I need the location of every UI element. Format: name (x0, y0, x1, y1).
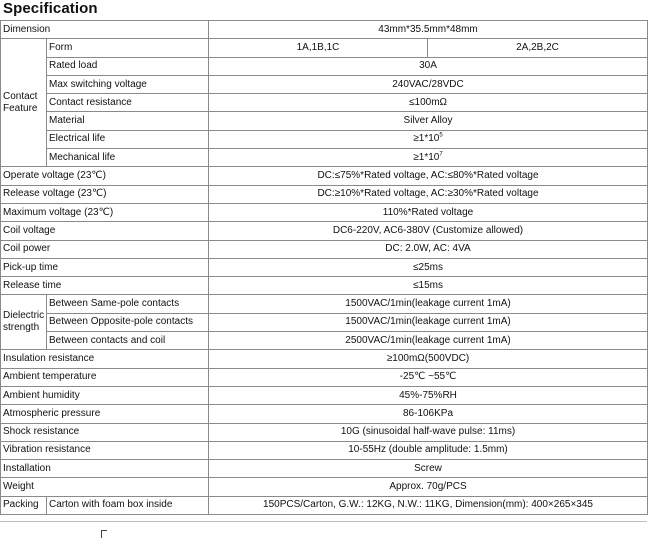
label-contacts-coil: Between contacts and coil (47, 332, 209, 350)
page-divider (0, 521, 647, 522)
group-label-line: Dielectric (3, 310, 45, 322)
table-row (1, 130, 648, 148)
value-weight: Approx. 70g/PCS (209, 478, 648, 496)
table-row (1, 423, 648, 441)
table-row (1, 75, 648, 93)
table-row (1, 368, 648, 386)
value-shock-resistance: 10G (sinusoidal half-wave pulse: 11ms) (209, 423, 648, 441)
label-opposite-pole: Between Opposite-pole contacts (47, 313, 209, 331)
group-contact-feature (1, 39, 47, 167)
value-base: ≥1*10 (413, 151, 440, 163)
table-row (1, 149, 648, 167)
value-operate-voltage: DC:≤75%*Rated voltage, AC:≤80%*Rated voltage (209, 167, 648, 185)
value-rated-load: 30A (209, 57, 648, 75)
label-operate-voltage: Operate voltage (23℃) (1, 167, 209, 185)
label-coil-voltage: Coil voltage (1, 222, 209, 240)
label-dimension: Dimension (1, 21, 209, 39)
group-dielectric-strength (1, 295, 47, 350)
table-row (1, 496, 648, 514)
value-coil-power: DC: 2.0W, AC: 4VA (209, 240, 648, 258)
label-release-time: Release time (1, 277, 209, 295)
label-ambient-humidity: Ambient humidity (1, 386, 209, 404)
label-mechanical-life: Mechanical life (47, 149, 209, 167)
value-form-2: 2A,2B,2C (428, 39, 648, 57)
table-row (1, 313, 648, 331)
table-row (1, 39, 648, 57)
label-form: Form (47, 39, 209, 57)
table-row (1, 203, 648, 221)
value-opposite-pole: 1500VAC/1min(leakage current 1mA) (209, 313, 648, 331)
group-label-line: Feature (3, 102, 38, 114)
label-weight: Weight (1, 478, 209, 496)
value-same-pole: 1500VAC/1min(leakage current 1mA) (209, 295, 648, 313)
value-vibration-resistance: 10-55Hz (double amplitude: 1.5mm) (209, 441, 648, 459)
table-row (1, 386, 648, 404)
table-row (1, 185, 648, 203)
value-dimension: 43mm*35.5mm*48mm (209, 21, 648, 39)
table-row (1, 478, 648, 496)
label-atmospheric-pressure: Atmospheric pressure (1, 405, 209, 423)
table-row (1, 222, 648, 240)
label-same-pole: Between Same-pole contacts (47, 295, 209, 313)
label-rated-load: Rated load (47, 57, 209, 75)
value-release-time: ≤15ms (209, 277, 648, 295)
value-ambient-temperature: -25℃ ~55℃ (209, 368, 648, 386)
table-row (1, 277, 648, 295)
value-packing: 150PCS/Carton, G.W.: 12KG, N.W.: 11KG, Dimension(mm): 400×265×345 (209, 496, 648, 514)
table-row (1, 350, 648, 368)
table-row (1, 57, 648, 75)
group-label-line: strength (3, 322, 40, 334)
label-electrical-life: Electrical life (47, 130, 209, 148)
value-pick-up-time: ≤25ms (209, 258, 648, 276)
specification-table (0, 20, 648, 515)
label-ambient-temperature: Ambient temperature (1, 368, 209, 386)
value-exponent: 7 (439, 151, 443, 158)
page-title: Specification (3, 0, 98, 17)
table-row (1, 21, 648, 39)
label-pick-up-time: Pick-up time (1, 258, 209, 276)
table-row (1, 240, 648, 258)
value-material: Silver Alloy (209, 112, 648, 130)
label-release-voltage: Release voltage (23℃) (1, 185, 209, 203)
label-max-switching-voltage: Max switching voltage (47, 75, 209, 93)
label-vibration-resistance: Vibration resistance (1, 441, 209, 459)
value-form-1: 1A,1B,1C (209, 39, 428, 57)
label-shock-resistance: Shock resistance (1, 423, 209, 441)
label-installation: Installation (1, 460, 209, 478)
label-insulation-resistance: Insulation resistance (1, 350, 209, 368)
value-electrical-life (209, 130, 648, 148)
table-row (1, 167, 648, 185)
value-atmospheric-pressure: 86-106KPa (209, 405, 648, 423)
table-row (1, 295, 648, 313)
value-base: ≥1*10 (413, 133, 440, 145)
label-contact-resistance: Contact resistance (47, 94, 209, 112)
value-contact-resistance: ≤100mΩ (209, 94, 648, 112)
value-exponent: 5 (439, 133, 443, 140)
table-row (1, 460, 648, 478)
table-row (1, 441, 648, 459)
value-max-switching-voltage: 240VAC/28VDC (209, 75, 648, 93)
label-maximum-voltage: Maximum voltage (23℃) (1, 203, 209, 221)
value-insulation-resistance: ≥100mΩ(500VDC) (209, 350, 648, 368)
value-installation: Screw (209, 460, 648, 478)
label-coil-power: Coil power (1, 240, 209, 258)
value-coil-voltage: DC6-220V, AC6-380V (Customize allowed) (209, 222, 648, 240)
value-contacts-coil: 2500VAC/1min(leakage current 1mA) (209, 332, 648, 350)
value-ambient-humidity: 45%-75%RH (209, 386, 648, 404)
group-label-line: Contact (3, 90, 38, 102)
table-row (1, 94, 648, 112)
table-row (1, 112, 648, 130)
value-release-voltage: DC:≥10%*Rated voltage, AC:≥30%*Rated voltage (209, 185, 648, 203)
table-row (1, 258, 648, 276)
value-mechanical-life (209, 149, 648, 167)
table-row (1, 405, 648, 423)
label-packing-sub: Carton with foam box inside (47, 496, 209, 514)
label-packing: Packing (1, 496, 47, 514)
table-row (1, 332, 648, 350)
value-maximum-voltage: 110%*Rated voltage (209, 203, 648, 221)
label-material: Material (47, 112, 209, 130)
